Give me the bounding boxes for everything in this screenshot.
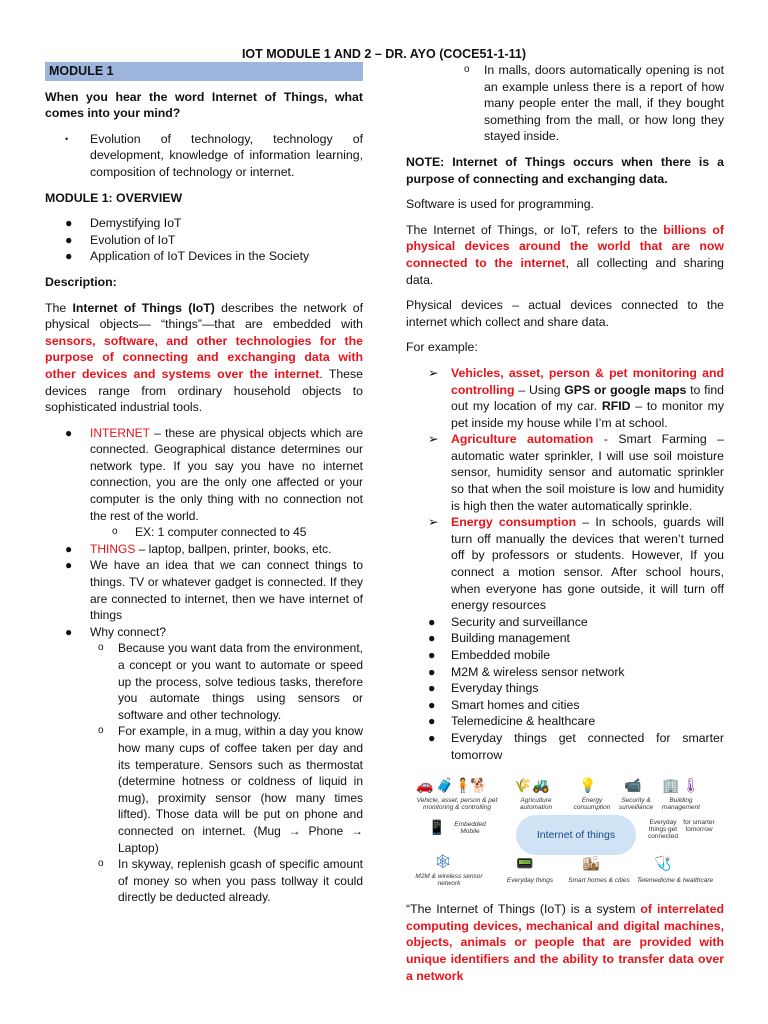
right-column: [406, 62, 724, 993]
list-item: ● Embedded mobile: [428, 648, 551, 662]
figure-label: Embedded Mobile: [454, 821, 486, 836]
list-item: ● Application of IoT Devices in the Society: [65, 249, 310, 264]
concept-list: [45, 425, 363, 906]
software-paragraph: Software is used for programming.: [406, 197, 594, 212]
description-heading: Description:: [45, 274, 117, 289]
list-item: ● We have an idea that we can connect things to things. TV or whatever gadget is connected. If they are connected to internet, then we have internet of things: [65, 558, 363, 623]
physical-devices: Physical devices – actual devices connected to the internet which collect and share data.: [406, 298, 724, 329]
figure-label: Telemedicine & healthcare: [636, 877, 714, 885]
iot-applications-figure: [414, 771, 714, 889]
network-icon: 🕸: [434, 853, 452, 870]
camera-icon: 📹: [624, 777, 642, 794]
figure-label: M2M & wireless sensor network: [415, 873, 483, 888]
luggage-icon: 🧳: [436, 777, 454, 794]
overview-heading: MODULE 1: OVERVIEW: [45, 190, 183, 205]
wheat-icon: 🌾: [514, 777, 532, 794]
list-item: ● Building management: [428, 631, 570, 646]
list-item: ● INTERNET – these are physical objects which are connected. Geographical distance determines our network type. If you say you have no internet connection, you are the only one affected or your computer is the only thing with no connection not the rest of the world. o EX: 1 computer connected to 45: [65, 425, 363, 540]
description-paragraph: The Internet of Things (IoT) describes the network of physical objects— “things”—that are embedded with sensors, software, and other technologies for the purpose of connecting and exchanging data with other devices and systems over the internet. These devices range from ordinary household objects to sophisticated industrial tools.: [45, 300, 364, 415]
list-item: o In skyway, replenish gcash of specific amount of money so when you pass tollway it could directly be deducted already.: [98, 857, 363, 905]
thermometer-icon: 🌡: [682, 777, 700, 794]
mall-list: [456, 62, 724, 145]
list-item: ● Smart homes and cities: [428, 697, 580, 712]
figure-label: Vehicle, asset, person & pet monitoring & controlling: [416, 797, 498, 812]
medical-icon: 🩺: [654, 855, 672, 872]
figure-label: Smart homes & cities: [568, 877, 630, 885]
module-heading: MODULE 1: [45, 62, 363, 81]
list-item: ● M2M & wireless sensor network: [428, 664, 625, 679]
figure-label: Agriculture automation: [519, 797, 553, 812]
cloud-label: Internet of things: [536, 829, 616, 842]
list-item: o For example, in a mug, within a day you know how many cups of coffee taken per day and its temperature. Sensors such as thermostat (determine hotness or coldness of liquid in mug), proximity sensor (how many times lifted). Those data will be put on phone and connected on internet. (Mug → Phone → Laptop): [98, 724, 363, 855]
left-column: [45, 62, 363, 915]
figure-label: Energy consumption: [573, 797, 611, 812]
list-item: ● Everyday things: [428, 681, 539, 696]
sub-list: [90, 524, 363, 541]
iot-cloud: [516, 815, 636, 855]
list-item: • Evolution of technology, technology of development, knowledge of information learning, composition of technology or internet.: [65, 131, 363, 179]
figure-label: Building management: [662, 797, 700, 812]
sub-list: [90, 640, 363, 906]
tractor-icon: 🚜: [532, 777, 550, 794]
question-heading: When you hear the word Internet of Things, what comes into your mind?: [45, 89, 363, 121]
page-title: IOT MODULE 1 AND 2 – DR. AYO (COCE51-1-11): [241, 47, 527, 61]
list-item: ● Telemedicine & healthcare: [428, 714, 596, 729]
device-icon: 📟: [516, 855, 534, 872]
list-item: ● Security and surveillance: [428, 614, 588, 629]
list-item: ➢ Vehicles, asset, person & pet monitoring and controlling – Using GPS or google maps to find out my location of my car. RFID – to monitor my pet inside my house while I’m at school.: [428, 365, 725, 430]
list-item: ● Why connect? o Because you want data from the environment, a concept or you want to automate or speed up the process, solve tedious tasks, therefore you automate things using sensors or software and other technology. o For example, in a mug, within a day you know how many cups of coffee taken per day and its temperature. Sensors such as thermostat (determine hotness or coldness of liquid in mug), proximity sensor (how many times lifted). Those data will be put on phone and connected on internet. (Mug → Phone → Laptop) o In skyway, replenish gcash of specific amount of money so when you pass tollway it could directly be deducted already.: [65, 624, 363, 905]
list-item: o In malls, doors automatically opening is not an example unless there is a report of how many people enter the mall, if they bought something from the mall, or how long they stayed inside.: [464, 63, 724, 144]
list-item: ● Evolution of IoT: [65, 232, 176, 247]
list-item: ➢ Agriculture automation - Smart Farming – automatic water sprinkler, I will use soil moisture sensor, humidity sensor and automatic sprinkler so that when the soil moisture is low and humidity is high then the water automatically sprinkle.: [428, 432, 724, 513]
for-example: For example:: [406, 340, 478, 355]
iot-quote: “The Internet of Things (IoT) is a system of interrelated computing devices, mechanical and digital machines, objects, animals or people that are provided with unique identifiers and the ability to transfer data over a network: [406, 902, 724, 983]
car-icon: 🚗: [416, 777, 434, 794]
note-paragraph: NOTE: Internet of Things occurs when there is a purpose of connecting and exchanging data.: [406, 154, 724, 186]
list-item: ● Everyday things get connected for smarter tomorrow: [428, 730, 724, 762]
example-list: [406, 365, 724, 763]
list-item: ● Demystifying IoT: [65, 216, 182, 231]
list-item: ● THINGS – laptop, ballpen, printer, books, etc.: [65, 541, 332, 556]
list-item: ➢ Energy consumption – In schools, guards will turn off manually the devices that weren’t turned off by professors or students. However, If you connect a motion sensor. After school hours, when everyone has gone outside, it will turn off energy resources: [428, 515, 725, 613]
figure-label: for smarter tomorrow: [683, 819, 715, 834]
figure-label: Everyday things get connected: [648, 819, 678, 841]
person-icon: 🧍: [454, 777, 472, 794]
overview-list: [45, 215, 363, 265]
dog-icon: 🐕: [470, 777, 488, 794]
iot-definition: The Internet of Things, or IoT, refers to the billions of physical devices around the world that are now connected to the internet, all collecting and sharing data.: [406, 222, 725, 287]
answer-list: [45, 131, 363, 181]
mobile-icon: 📱: [428, 819, 446, 836]
figure-label: Security & surveillance: [618, 797, 654, 812]
list-item: o EX: 1 computer connected to 45: [112, 525, 307, 540]
lightbulb-icon: 💡: [579, 777, 597, 794]
list-item: o Because you want data from the environment, a concept or you want to automate or speed up the process, solve tedious tasks, therefore you automate things using sensors or software and other technology.: [98, 641, 363, 722]
figure-label: Everyday things: [506, 877, 554, 885]
building-icon: 🏢: [662, 777, 680, 794]
city-icon: 🏙: [582, 855, 600, 872]
